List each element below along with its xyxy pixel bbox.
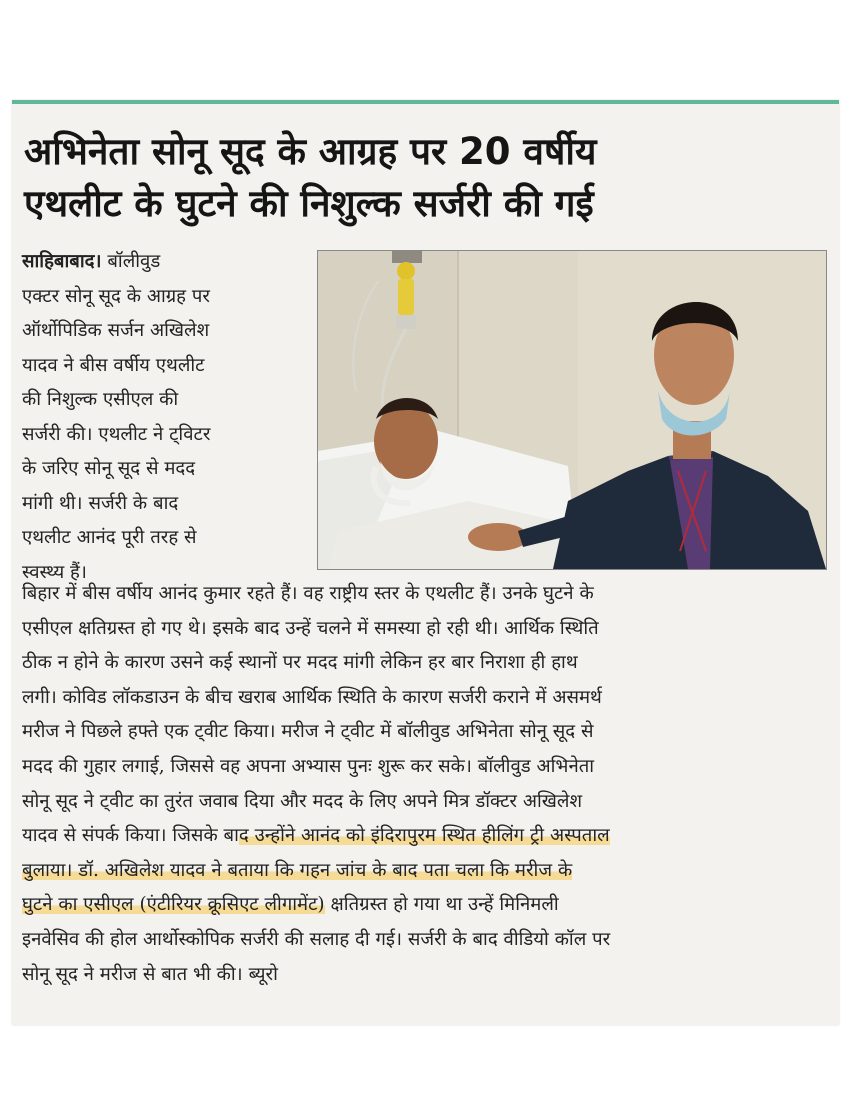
lead-line: के जरिए सोनू सूद से मदद [22,458,196,479]
lead-line: स्वस्थ्य हैं। [22,561,87,583]
highlight-mark: घुटने का एसीएल (एंटीरियर क्रूसिएट लीगामेंट) [22,894,325,916]
highlight-mark: द उन्होंने आनंद को इंदिरापुरम स्थित हीलिंग ट्री अस्पताल [238,825,610,847]
lead-line: की निशुल्क एसीएल की [22,389,179,410]
dateline: साहिबाबाद। [22,251,102,272]
body-text-plain: क्षतिग्रस्त हो गया था उन्हें मिनिमली [324,894,559,916]
headline [24,126,824,230]
body-line: इनवेसिव की होल आर्थोस्कोपिक सर्जरी की सलाह दी गई। सर्जरी के बाद वीडियो कॉल पर [22,928,611,950]
lead-line: यादव ने बीस वर्षीय एथलीट [22,354,205,376]
body-line: मदद की गुहार लगाई, जिससे वह अपना अभ्यास पुनः शुरू कर सके। बॉलीवुड अभिनेता [22,755,595,777]
body-line: लगी। कोविड लॉकडाउन के बीच खराब आर्थिक स्थिति के कारण सर्जरी कराने में असमर्थ [22,686,602,708]
body-line: ठीक न होने के कारण उसने कई स्थानों पर मदद मांगी लेकिन हर बार निराशा ही हाथ [22,652,578,674]
body-line: मरीज ने पिछले हफ्ते एक ट्वीट किया। मरीज ने ट्वीट में बॉलीवुड अभिनेता सोनू सूद से [22,721,594,743]
lead-line: मांगी थी। सर्जरी के बाद [22,492,179,514]
body-line: सोनू सूद ने ट्वीट का तुरंत जवाब दिया और मदद के लिए अपने मित्र डॉक्टर अखिलेश [22,790,583,812]
body-line: एसीएल क्षतिग्रस्त हो गए थे। इसके बाद उन्हें चलने में समस्या हो रही थी। आर्थिक स्थिति [22,617,599,639]
lead-line: ऑर्थोपिडिक सर्जन अखिलेश [22,320,210,341]
body-line: बिहार में बीस वर्षीय आनंद कुमार रहते हैं। वह राष्ट्रीय स्तर के एथलीट हैं। उनके घुटने के [22,583,594,604]
headline-line: अभिनेता सोनू सूद के आग्रह पर 20 वर्षीय [24,130,597,173]
body-text-plain: यादव से संपर्क किया। जिसके बा [22,825,239,847]
news-photo [317,250,827,570]
newspaper-clipping [12,100,839,1025]
lead-line: एक्टर सोनू सूद के आग्रह पर [22,285,210,307]
body-line-highlighted [22,854,832,889]
lead-line: बॉलीवुड [107,251,161,272]
body-line-highlighted [22,819,832,854]
lead-line: एथलीट आनंद पूरी तरह से [22,527,197,548]
article-body [22,577,832,992]
body-line: सोनू सूद ने मरीज से बात भी की। ब्यूरो [22,963,278,985]
lead-paragraph [22,245,307,590]
body-line-highlighted [22,888,832,923]
headline-line: एथलीट के घुटने की निशुल्क सर्जरी की गई [24,182,594,225]
lead-line: सर्जरी की। एथलीट ने ट्विटर [22,423,211,445]
highlight-mark: बुलाया। डॉ. अखिलेश यादव ने बताया कि गहन जांच के बाद पता चला कि मरीज के [22,859,573,881]
